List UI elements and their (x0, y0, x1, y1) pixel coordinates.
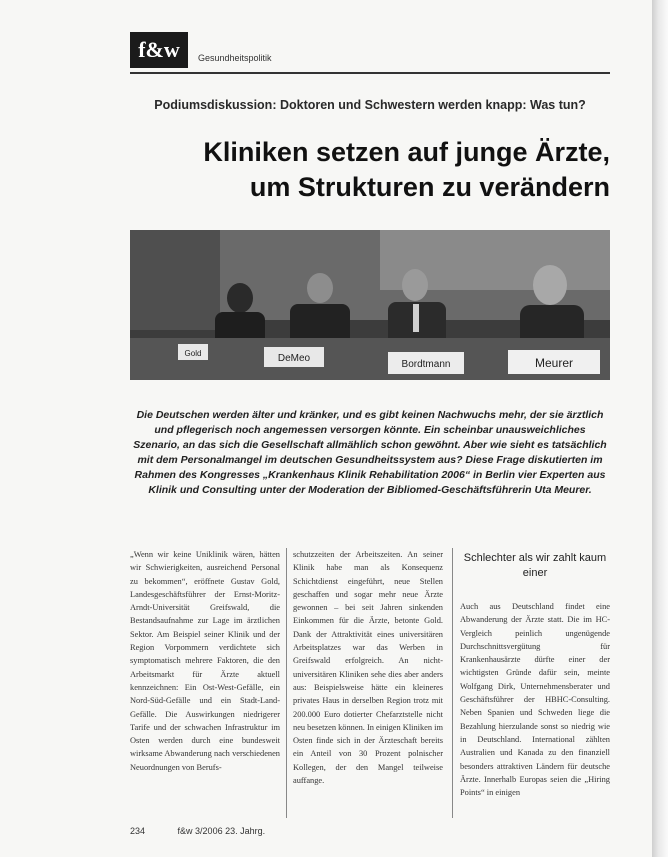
page-edge-shadow (652, 0, 668, 857)
page-number: 234 (130, 826, 146, 836)
column-divider (286, 548, 287, 818)
title-line-2: um Strukturen zu verändern (249, 172, 610, 202)
header-rule (130, 72, 610, 74)
issue-info: f&w 3/2006 23. Jahrg. (177, 826, 266, 836)
article-lead: Die Deutschen werden älter und kränker, und es gibt keinen Nachwuchs mehr, der sie ärztlich und pflegerisch noch angemessen versorgen könnte. Ein scheinbar unausweichliches Szenario, an das sich die Gesellschaft allmählich schon gewöhnt. Aber wie sieht es tatsächlich mit dem Personalmangel im deutschen Gesundheitssystem aus? Diese Frage diskutierten im Rahmen des Kongresses „Krankenhaus Klinik Rehabilitation 2006“ in Berlin vier Experten aus Klinik und Consulting unter der Moderation der Bibliomed-Geschäftsführerin Uta Meurer. (133, 409, 607, 496)
body-paragraph: schutzzeiten der Arbeitszeiten. An seiner Klinik habe man als Konsequenz Schichtdienst eingeführt, neue Stellen geschaffen und sogar mehr neue Ärzte gewonnen – bei seit Jahren sinkenden Einkommen für die Ärzte, betonte Gold. Dank der Attraktivität eines universitären Arbeitsplatzes war das Werben in Greifswald erfolgreich. An nicht-universitären Kliniken sehe dies aber anders aus: Beispielsweise hätte ein kleineres privates Haus in derselben Region trotz mit 200.000 Euro dotierter Chefarztstelle nicht neu besetzen können. In einigen Kliniken im Osten finde sich in der Ärzteschaft bereits ein Anteil von 30 Prozent polnischer Kollegen, der den Mangel teilweise auffange. (293, 550, 444, 786)
body-column-1 (130, 548, 280, 774)
body-column-3 (460, 600, 610, 799)
magazine-logo: f&w (130, 32, 188, 68)
body-paragraph: Auch aus Deutschland findet eine Abwanderung der Ärzte statt. Die im HC-Vergleich peinlich ungenügende Durchschnittsvergütung für Krankenhausärzte dürfte einer der wichtigsten Gründe dafür sein, meinte Wolfgang Dirk, Unternehmensberater und Geschäftsführer der HBHC-Consulting. Neben Spanien und Schweden liege die Bezahlung hierzulande sonst so niedrig wie in Deutschland. International zählten Australien und Kanada zu den finanziell besonders attraktiven Ländern für deutsche Ärzte. Innerhalb Europas seien die „Hiring Points“ in einigen (460, 602, 610, 798)
page-footer (130, 826, 295, 836)
section-rubric: Gesundheitspolitik (198, 53, 272, 63)
title-line-1: Kliniken setzen auf junge Ärzte, (203, 137, 610, 167)
article-kicker: Podiumsdiskussion: Doktoren und Schwestern werden knapp: Was tun? (154, 98, 586, 112)
name-card-demeo: DeMeo (277, 353, 311, 364)
panel-photo-image (130, 230, 610, 380)
name-card-bordtmann: Bordtmann (401, 359, 451, 370)
column-divider (452, 548, 453, 818)
body-paragraph: „Wenn wir keine Uniklinik wären, hätten wir Schwierigkeiten, ausreichend Personal zu bekommen“, eröffnete Gustav Gold, Landesgeschäftsführer der Ernst-Moritz-Arndt-Universität Greifswald, die Bestandsaufnahme zur Lage im ärztlichen Sektor. Am Beispiel seiner Klinik und der Region Vorpommern verdichtete sich symptomatisch mehrere Faktoren, die den Arbeitsmarkt für Ärzte aktuell kennzeichnen: Ein Ost-West-Gefälle, ein Nord-Süd-Gefälle und ein Stadt-Land-Gefälle. Die Auswirkungen niedrigerer Tarife und der schwachen Infrastruktur im Osten werden durch eine bundesweit wirksame Abwanderung nach verschiedenen Neuordnungen von Berufs- (130, 550, 280, 772)
name-card-gold: Gold (184, 349, 202, 358)
body-column-2 (293, 548, 443, 787)
sidebar-heading: Schlechter als wir zahlt kaum einer (463, 552, 607, 579)
name-card-meurer: Meurer (534, 356, 574, 370)
panel-photo (130, 230, 610, 380)
article-title (110, 135, 610, 205)
